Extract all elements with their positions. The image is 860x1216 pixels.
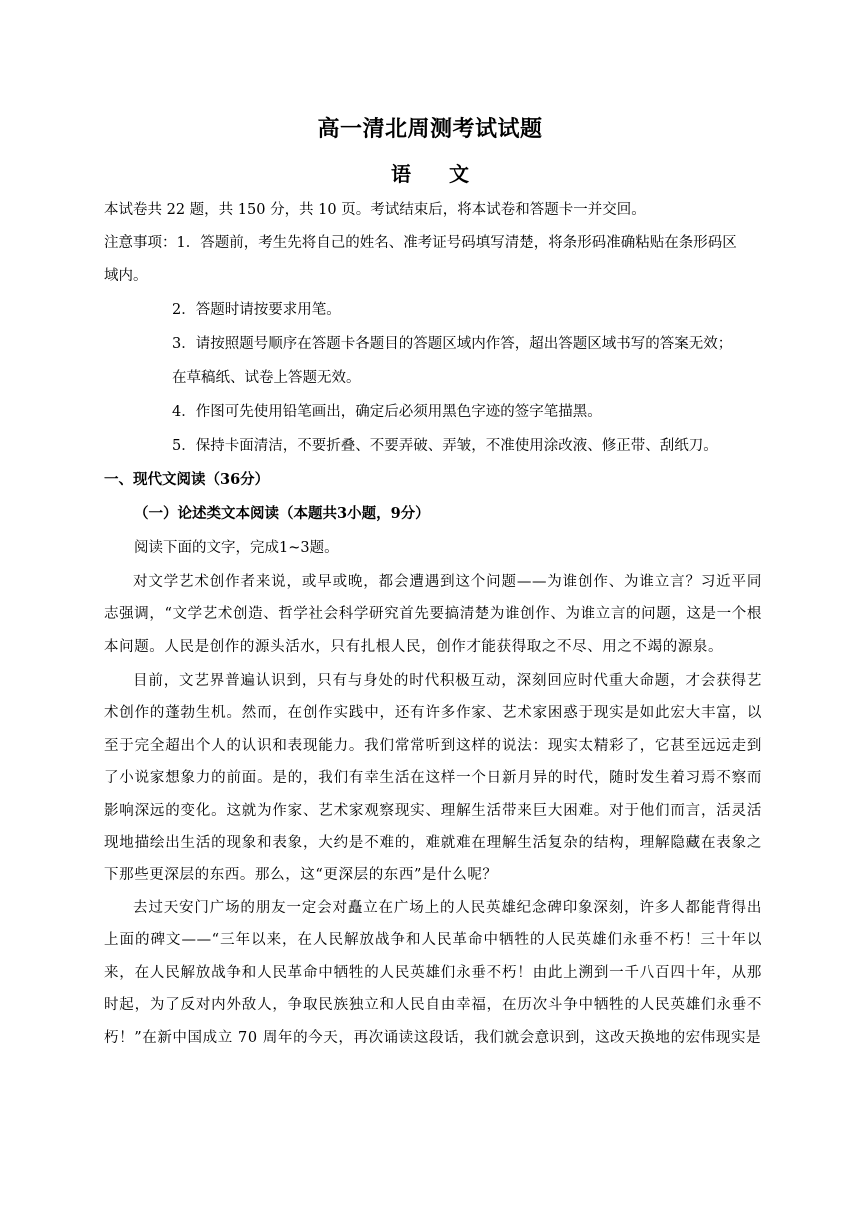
reading-instruction: 阅读下面的文字，完成1~3题。 [134, 540, 339, 556]
passage-paragraph-3: 去过天安门广场的朋友一定会对矗立在广场上的人民英雄纪念碑印象深刻，许多人都能背得出上面的碑文——“三年以来，在人民解放战争和人民革命中牺牲的人民英雄们永垂不朽！三十年以来，在人民解放战争和人民革命中牺牲的人民英雄们永垂不朽！由此上溯到一千八百四十年，从那时起，为了反对内外敌人，争取民族独立和人民自由幸福，在历次斗争中牺牲的人民英雄们永垂不朽！”在新中国成立 70 周年的今天，再次诵读这段话，我们就会意识到，这改天换地的宏伟现实是 [104, 900, 762, 1046]
section-heading: 一、现代文阅读（36分） [104, 471, 270, 488]
exam-title: 高一清北周测考试试题 [317, 116, 543, 141]
passage-paragraph-1: 对文学艺术创作者来说，或早或晚，都会遭遇到这个问题——为谁创作、为谁立言？习近平同志强调，“文学艺术创造、哲学社会科学研究首先要搞清楚为谁创作、为谁立言的问题，这是一个根本问题。人民是创作的源头活水，只有扎根人民，创作才能获得取之不尽、用之不竭的源泉。 [104, 574, 762, 655]
notes-line-1: 注意事项：1．答题前，考生先将自己的姓名、准考证号码填写清楚，将条形码准确粘贴在条形码区 [104, 235, 737, 251]
notes-item-3-cont: 在草稿纸、试卷上答题无效。 [172, 370, 361, 386]
subject-char-1: 语 [391, 162, 411, 186]
notes-item-3: 3．请按照题号顺序在答题卡各题目的答题区域内作答，超出答题区域书写的答案无效； [172, 336, 733, 352]
subject-heading [0, 158, 860, 187]
notes-item-2: 2．答题时请按要求用笔。 [172, 302, 341, 318]
passage-paragraph-2: 目前，文艺界普遍认识到，只有与身处的时代积极互动，深刻回应时代重大命题，才会获得艺术创作的蓬勃生机。然而，在创作实践中，还有许多作家、艺术家困惑于现实是如此宏大丰富，以至于完全超出个人的认识和表现能力。我们常常听到这样的说法：现实太精彩了，它甚至远远走到了小说家想象力的前面。是的，我们有幸生活在这样一个日新月异的时代，随时发生着习焉不察而影响深远的变化。这就为作家、艺术家观察现实、理解生活带来巨大困难。对于他们而言，活灵活现地描绘出生活的现象和表象，大约是不难的，难就难在理解生活复杂的结构，理解隐藏在表象之下那些更深层的东西。那么，这“更深层的东西”是什么呢？ [104, 673, 762, 884]
notes-line-1-cont: 域内。 [104, 268, 148, 284]
exam-intro: 本试卷共 22 题，共 150 分，共 10 页。考试结束后，将本试卷和答题卡一并交回。 [104, 202, 646, 218]
notes-item-5: 5．保持卡面清洁，不要折叠、不要弄破、弄皱，不准使用涂改液、修正带、刮纸刀。 [172, 438, 718, 454]
subject-char-2: 文 [449, 162, 469, 186]
subsection-heading: （一）论述类文本阅读（本题共3小题，9分） [134, 505, 430, 522]
notes-item-4: 4．作图可先使用铅笔画出，确定后必须用黑色字迹的签字笔描黑。 [172, 404, 602, 420]
